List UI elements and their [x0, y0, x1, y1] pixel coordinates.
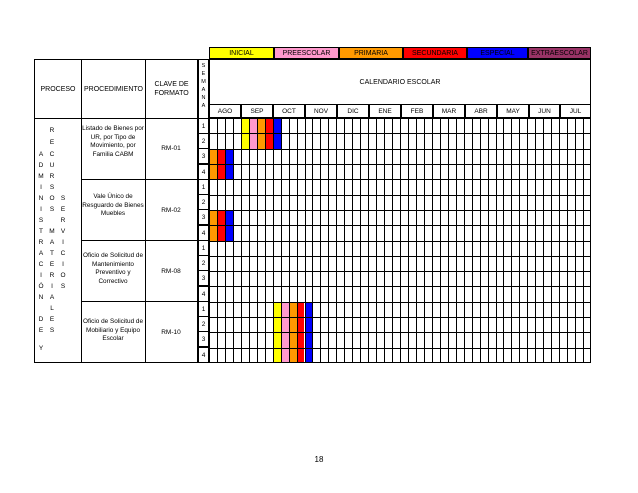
week-cell	[198, 194, 209, 210]
grid-line	[209, 118, 591, 119]
legend-preescolar	[274, 47, 339, 59]
week-cell	[198, 240, 209, 256]
proceso-letter: R	[49, 272, 55, 279]
grid-line	[209, 332, 591, 333]
week-cell	[198, 148, 209, 164]
proceso-letter: T	[39, 228, 43, 235]
week-label: 1	[201, 244, 206, 252]
week-cell	[198, 347, 209, 363]
page-number: 18	[314, 455, 324, 464]
proceso-letter: E	[49, 139, 55, 146]
semana-letter: N	[201, 94, 206, 101]
week-label: 4	[201, 290, 206, 298]
semana-letter: A	[201, 102, 206, 109]
header-procedimiento	[81, 59, 146, 119]
grid-line	[209, 317, 591, 318]
format-code-rm-02: RM-02	[161, 207, 181, 214]
proceso-letter: S	[49, 184, 55, 191]
header-clave-formato	[145, 59, 198, 119]
proceso-letter: A	[38, 250, 44, 257]
month-label: ABR	[474, 107, 488, 115]
header-semana	[198, 59, 209, 119]
proceso-letter: A	[49, 294, 55, 301]
proceso-letter: E	[49, 261, 55, 268]
month-ene	[369, 104, 401, 118]
proceso-letter: S	[38, 217, 44, 224]
proceso-letter: I	[62, 261, 64, 268]
week-cell	[198, 331, 209, 347]
month-label: FEB	[410, 107, 424, 115]
proceso-letter: D	[38, 316, 44, 323]
proceso-letter: I	[40, 184, 42, 191]
header-calendario-label: CALENDARIO ESCOLAR	[359, 78, 441, 86]
week-label: 1	[201, 305, 206, 313]
month-sep	[241, 104, 273, 118]
week-cell	[198, 209, 209, 225]
month-label: JUL	[569, 107, 582, 115]
procedure-name-rm-08: Oficio de Solicitud de Mantenimiento Preventivo y Correctivo	[82, 252, 144, 285]
format-code-rm-08: RM-08	[161, 268, 181, 275]
semana-letter: M	[201, 78, 206, 85]
proceso-letter: N	[38, 195, 44, 202]
month-ago	[209, 104, 241, 118]
proceso-letter: S	[60, 195, 66, 202]
week-label: 3	[201, 152, 206, 160]
proceso-letter: R	[38, 239, 44, 246]
week-label: 2	[201, 137, 206, 145]
grid-line	[209, 210, 591, 211]
grid-line	[209, 149, 591, 150]
month-may	[497, 104, 529, 118]
legend-especial	[467, 47, 528, 59]
proceso-letter: E	[38, 327, 44, 334]
grid-line	[209, 179, 591, 180]
proceso-letter: C	[49, 151, 55, 158]
grid-line	[209, 256, 591, 257]
proceso-letter: O	[60, 272, 66, 279]
week-cell	[198, 164, 209, 180]
month-nov	[305, 104, 337, 118]
proceso-letter: A	[38, 151, 44, 158]
grid-line	[209, 195, 591, 196]
proceso-letter: C	[60, 250, 66, 257]
month-label: NOV	[313, 107, 329, 115]
semana-letter: E	[201, 70, 206, 77]
proceso-letter: A	[49, 239, 55, 246]
header-proceso-label: PROCESO	[40, 85, 76, 93]
proceso-letter: S	[49, 206, 55, 213]
legend-primaria	[339, 47, 403, 59]
week-cell	[198, 133, 209, 149]
legend-label: ESPECIAL	[480, 49, 515, 57]
proceso-letter: R	[49, 127, 55, 134]
month-label: JUN	[538, 107, 551, 115]
week-cell	[198, 255, 209, 271]
week-label: 4	[201, 168, 206, 176]
proceso-letter: O	[49, 195, 55, 202]
grid-line	[209, 164, 591, 165]
proceso-letter: I	[40, 206, 42, 213]
format-code-rm-01: RM-01	[161, 145, 181, 152]
proceso-letter: T	[50, 250, 54, 257]
proceso-letter: Ó	[38, 283, 44, 290]
grid-line	[209, 348, 591, 349]
week-cell	[198, 225, 209, 241]
grid-line	[209, 302, 591, 303]
legend-extraescolar	[528, 47, 591, 59]
procedure-name-rm-01: Listado de Bienes por UR, por Tipo de Movimiento, por Familia CABM	[82, 125, 144, 158]
week-label: 2	[201, 198, 206, 206]
proceso-letter: I	[62, 239, 64, 246]
month-label: MAY	[506, 107, 520, 115]
proceso-letter: V	[60, 228, 66, 235]
header-procedimiento-label: PROCEDIMIENTO	[84, 85, 143, 93]
month-oct	[273, 104, 305, 118]
proceso-letter: M	[49, 228, 55, 235]
month-dic	[337, 104, 369, 118]
month-label: OCT	[282, 107, 296, 115]
header-clave-label: CLAVE DE	[154, 81, 189, 88]
month-feb	[401, 104, 433, 118]
grid-line	[209, 362, 591, 363]
proceso-letter: Y	[38, 345, 44, 352]
grid-line	[209, 286, 591, 287]
legend-label: PREESCOLAR	[282, 49, 331, 57]
legend-label: INICIAL	[229, 49, 254, 57]
proceso-letter: E	[60, 206, 66, 213]
proceso-letter: U	[49, 162, 55, 169]
week-label: 2	[201, 320, 206, 328]
format-code-rm-10: RM-10	[161, 329, 181, 336]
semana-letters	[199, 63, 208, 111]
calendar-grid	[209, 118, 591, 363]
proceso-letter: M	[38, 173, 44, 180]
week-label: 3	[201, 274, 206, 282]
month-mar	[433, 104, 465, 118]
week-label: 2	[201, 259, 206, 267]
proceso-letter: R	[49, 173, 55, 180]
semana-letter: S	[201, 63, 206, 69]
legend-inicial	[209, 47, 274, 59]
week-label: 1	[201, 183, 206, 191]
month-label: MAR	[441, 107, 457, 115]
grid-line	[209, 225, 591, 226]
proceso-letter: S	[60, 283, 66, 290]
proceso-letter: I	[51, 283, 53, 290]
proceso-letter: C	[38, 261, 44, 268]
month-label: SEP	[250, 107, 264, 115]
legend-label: PRIMARIA	[354, 49, 388, 57]
semana-letter: A	[201, 86, 206, 93]
header-calendario	[209, 59, 591, 105]
proceso-letter: L	[50, 305, 54, 312]
procedure-name-rm-10: Oficio de Solicitud de Mobiliario y Equipo Escolar	[82, 318, 144, 343]
header-proceso	[34, 59, 82, 119]
week-cell	[198, 301, 209, 317]
month-label: ENE	[378, 107, 392, 115]
month-label: AGO	[217, 107, 233, 115]
week-label: 1	[201, 122, 206, 130]
week-label: 3	[201, 335, 206, 343]
procedure-name-rm-02: Vale Único de Resguardo de Bienes Muebles	[82, 193, 144, 218]
proceso-letter: S	[49, 327, 55, 334]
week-cell	[198, 286, 209, 302]
month-abr	[465, 104, 497, 118]
week-cell	[198, 118, 209, 134]
week-cell	[198, 179, 209, 195]
grid-line	[209, 241, 591, 242]
week-cell	[198, 270, 209, 286]
month-jun	[529, 104, 560, 118]
legend-label: SECUNDARIA	[412, 49, 458, 57]
grid-line	[209, 133, 591, 134]
proceso-letter: E	[49, 316, 55, 323]
week-label: 4	[201, 229, 206, 237]
month-label: DIC	[347, 107, 359, 115]
proceso-letter: R	[60, 217, 66, 224]
month-jul	[560, 104, 591, 118]
week-label: 3	[201, 213, 206, 221]
legend-label: EXTRAESCOLAR	[531, 49, 588, 57]
week-label: 4	[201, 351, 206, 359]
proceso-letter: N	[38, 294, 44, 301]
legend-secundaria	[403, 47, 467, 59]
header-formato-label: FORMATO	[154, 90, 189, 97]
proceso-letter: I	[40, 272, 42, 279]
week-cell	[198, 316, 209, 332]
grid-line	[209, 271, 591, 272]
proceso-letter: D	[38, 162, 44, 169]
